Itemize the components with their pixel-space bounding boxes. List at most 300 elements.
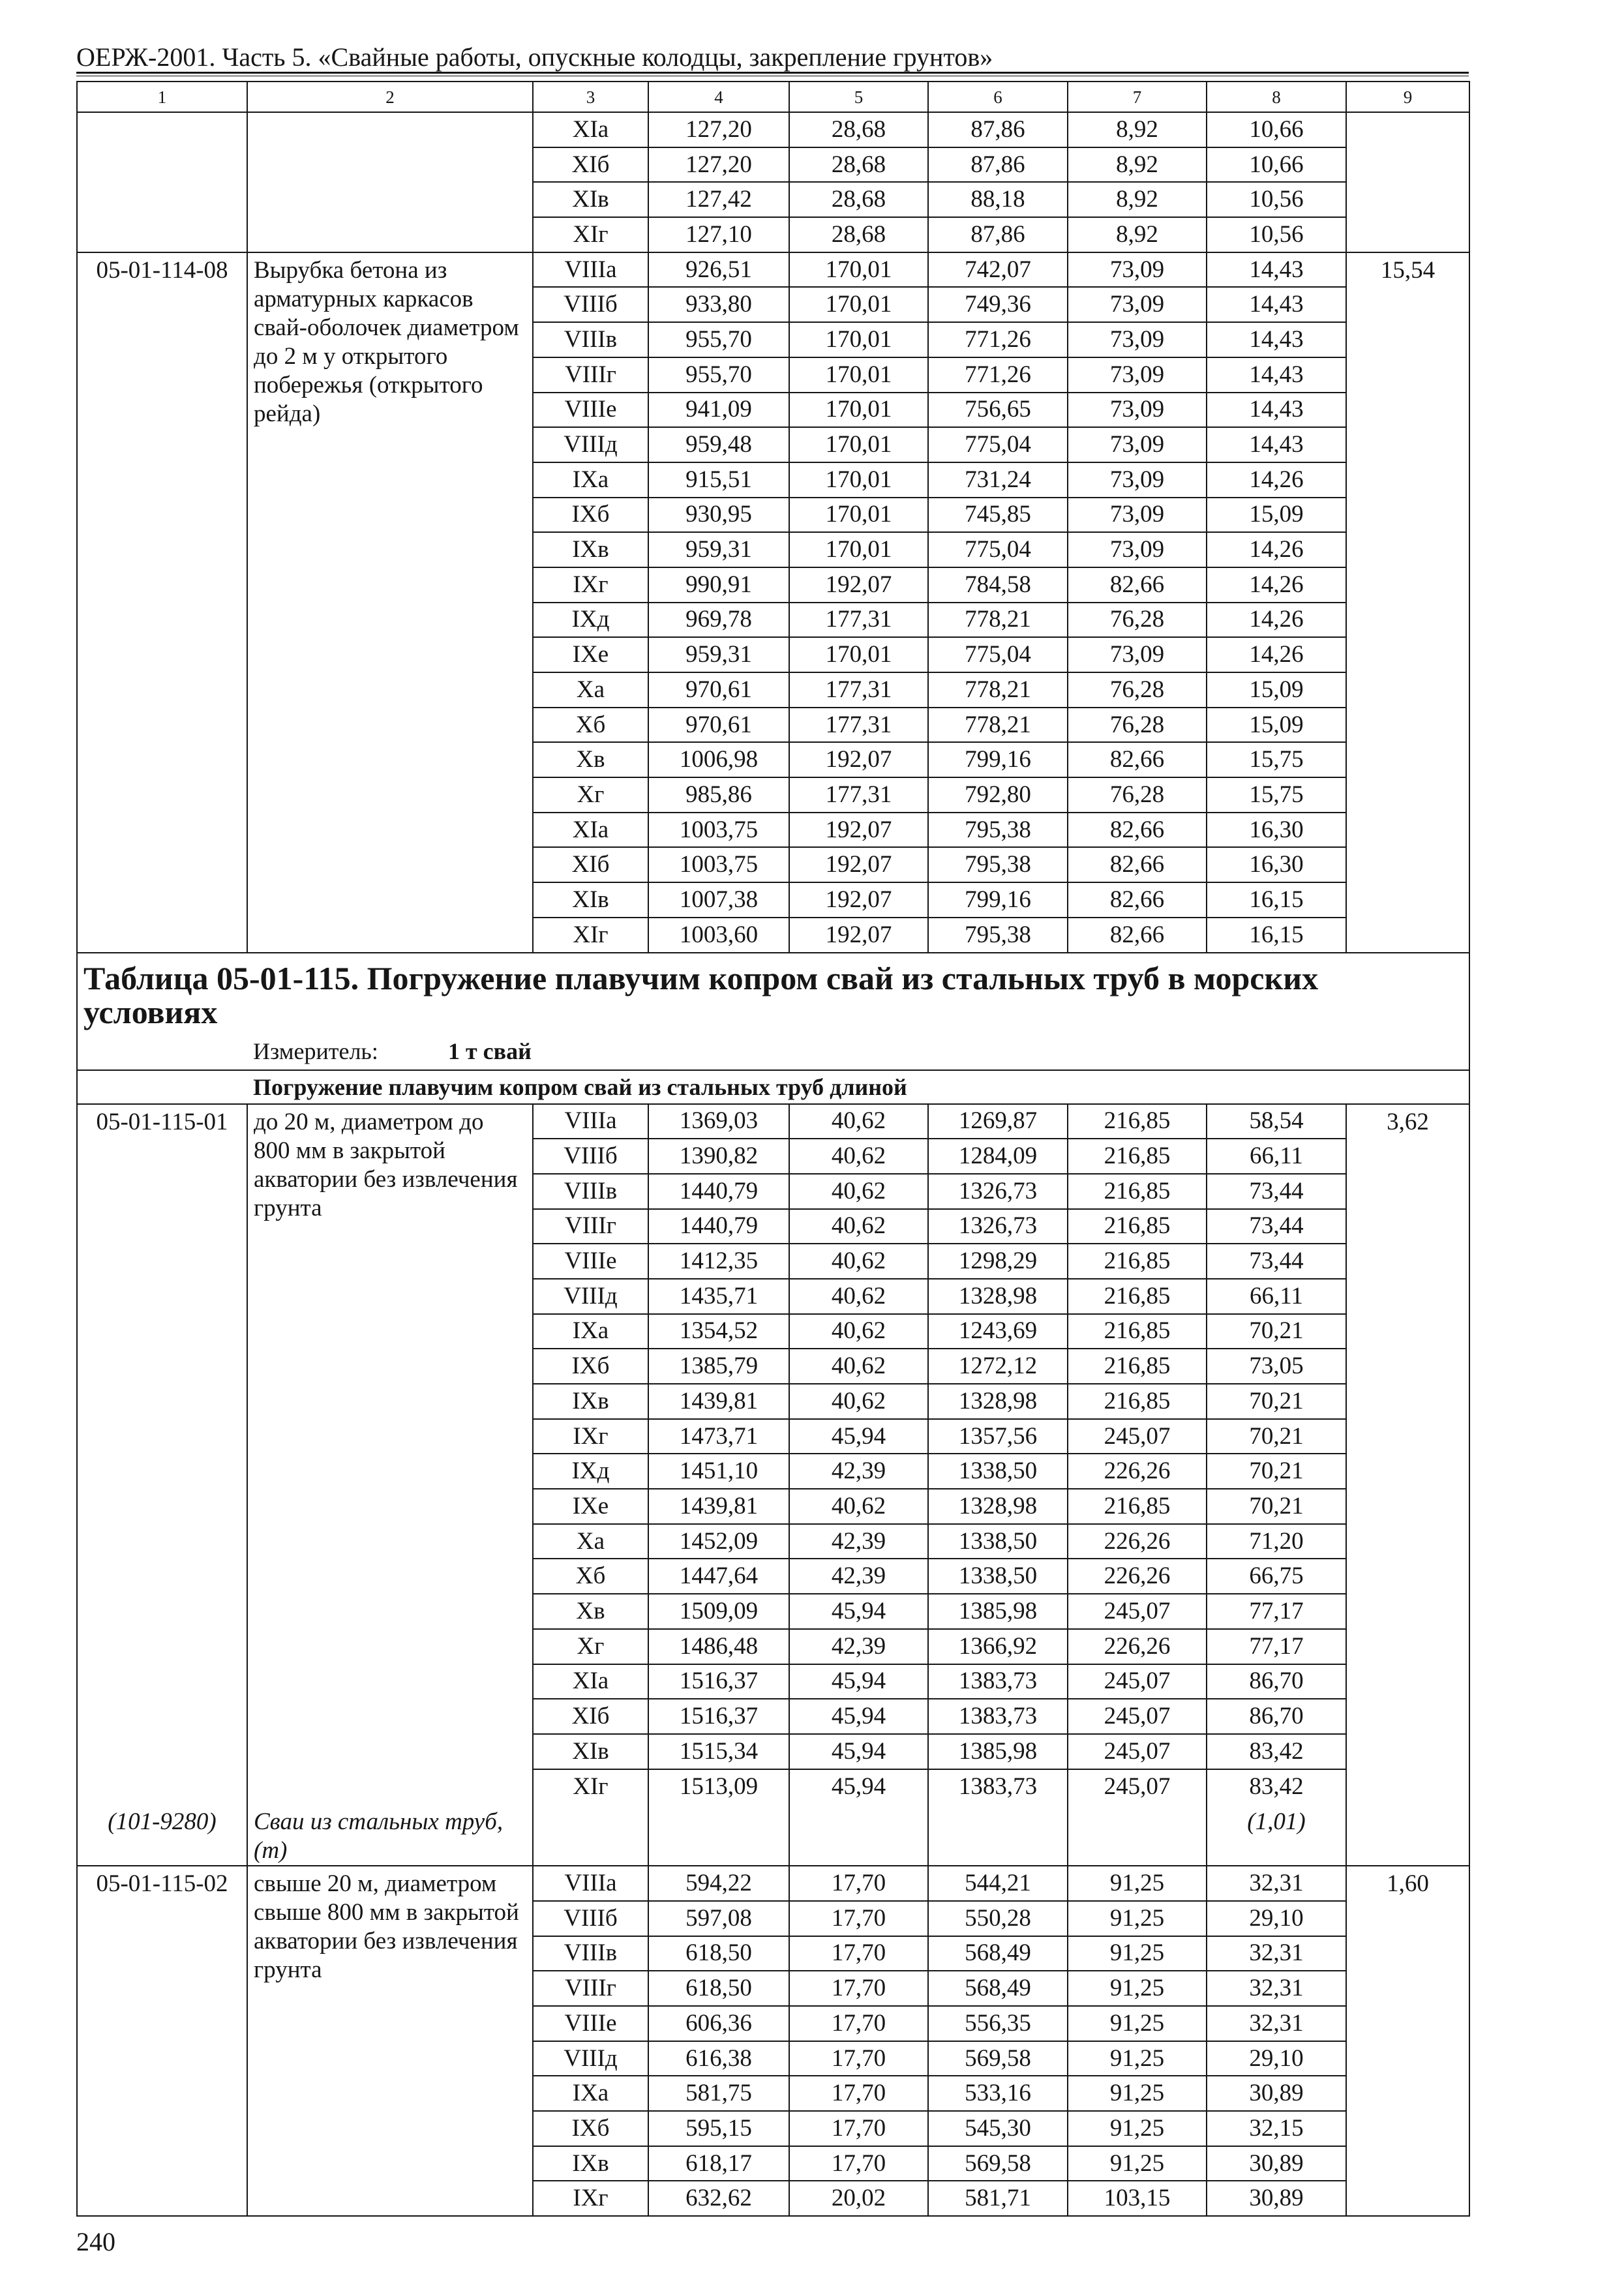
zone-cell: Xа [534, 673, 649, 708]
col4-value-cell: 1003,60 [649, 918, 790, 953]
zone-cell: Xг [534, 1630, 649, 1665]
item-code-cell [78, 1105, 248, 1805]
col6-value-cell: 775,04 [929, 428, 1068, 463]
col6-value-cell: 1243,69 [929, 1315, 1068, 1350]
col4-value-cell: 959,31 [649, 533, 790, 568]
col5-value-cell: 192,07 [790, 743, 929, 778]
col5-value-cell: 17,70 [790, 1866, 929, 1902]
item-description-line: свай-оболочек диаметром [254, 314, 519, 341]
col5-value-cell: 42,39 [790, 1630, 929, 1665]
col4-value-cell: 597,08 [649, 1902, 790, 1937]
col5-value-cell: 170,01 [790, 393, 929, 428]
col5-value-cell: 17,70 [790, 2042, 929, 2077]
zone-cell: VIIIв [534, 1174, 649, 1210]
col4-value-cell: 990,91 [649, 568, 790, 603]
col5-value-cell: 40,62 [790, 1105, 929, 1140]
col5-value-cell: 170,01 [790, 253, 929, 288]
empty-cell [1347, 1804, 1470, 1866]
table-row [78, 253, 1470, 288]
col4-value-cell: 1439,81 [649, 1384, 790, 1420]
col6-value-cell: 1284,09 [929, 1139, 1068, 1174]
item-code-cell [78, 1866, 248, 2217]
col5-value-cell: 170,01 [790, 533, 929, 568]
col4-value-cell: 581,75 [649, 2076, 790, 2112]
zone-cell: VIIIг [534, 1210, 649, 1245]
col6-value-cell: 1326,73 [929, 1174, 1068, 1210]
item-description-line: акватории без извлечения [254, 1165, 518, 1193]
col6-value-cell: 771,26 [929, 358, 1068, 393]
col4-value-cell: 1516,37 [649, 1699, 790, 1735]
col8-value-cell: 14,26 [1207, 533, 1347, 568]
col6-value-cell: 1272,12 [929, 1349, 1068, 1384]
col6-value-cell: 1357,56 [929, 1420, 1068, 1455]
resource-name-cell [248, 1804, 534, 1866]
unit-label: Измеритель: [253, 1038, 378, 1064]
col8-value-cell: 29,10 [1207, 2042, 1347, 2077]
col4-value-cell: 915,51 [649, 463, 790, 498]
item-description-line: свыше 20 м, диаметром [254, 1870, 497, 1898]
zone-cell: IXг [534, 1420, 649, 1455]
col8-value-cell: 14,43 [1207, 428, 1347, 463]
col8-value-cell: 14,26 [1207, 603, 1347, 638]
unit-of-measure [83, 1038, 1469, 1064]
col7-value-cell: 76,28 [1068, 603, 1207, 638]
col9-value-cell [1347, 1866, 1470, 2217]
item-description-line: до 2 м у открытого [254, 342, 448, 370]
col7-value-cell: 82,66 [1068, 883, 1207, 918]
col7-value-cell: 73,09 [1068, 638, 1207, 673]
col8-value-cell: 70,21 [1207, 1384, 1347, 1420]
col7-value-cell: 91,25 [1068, 1866, 1207, 1902]
col8-value-cell: 14,26 [1207, 568, 1347, 603]
col5-value-cell: 28,68 [790, 218, 929, 253]
col5-value-cell: 17,70 [790, 1971, 929, 2007]
item-description-cell [248, 113, 534, 253]
col7-value-cell: 245,07 [1068, 1699, 1207, 1735]
col4-value-cell: 594,22 [649, 1866, 790, 1902]
empty-cell [649, 1804, 790, 1866]
col4-value-cell: 970,61 [649, 708, 790, 743]
col6-value-cell: 1328,98 [929, 1489, 1068, 1525]
col4-value-cell: 1439,81 [649, 1489, 790, 1525]
col6-value-cell: 581,71 [929, 2181, 1068, 2217]
col6-value-cell: 799,16 [929, 743, 1068, 778]
col8-value-cell: 58,54 [1207, 1105, 1347, 1140]
zone-cell: VIIIа [534, 253, 649, 288]
col9-value: 15,54 [1380, 256, 1436, 284]
zone-cell: VIIIб [534, 1139, 649, 1174]
zone-cell: IXд [534, 1454, 649, 1489]
col8-value-cell: 29,10 [1207, 1902, 1347, 1937]
col7-value-cell: 216,85 [1068, 1174, 1207, 1210]
col9-value-cell [1347, 1105, 1470, 1805]
col8-value-cell: 14,26 [1207, 638, 1347, 673]
resource-quantity: (1,01) [1207, 1804, 1347, 1866]
rates-table [76, 81, 1470, 2217]
zone-cell: IXг [534, 568, 649, 603]
zone-cell: VIIIа [534, 1866, 649, 1902]
col6-value-cell: 1383,73 [929, 1699, 1068, 1735]
col6-value-cell: 568,49 [929, 1937, 1068, 1972]
col5-value-cell: 177,31 [790, 778, 929, 813]
col5-value-cell: 192,07 [790, 848, 929, 883]
col8-value-cell: 16,15 [1207, 883, 1347, 918]
zone-cell: XIа [534, 1665, 649, 1700]
col8-value-cell: 32,31 [1207, 1937, 1347, 1972]
col8-value-cell: 83,42 [1207, 1735, 1347, 1770]
col5-value-cell: 177,31 [790, 673, 929, 708]
col4-value-cell: 1385,79 [649, 1349, 790, 1384]
col6-value-cell: 88,18 [929, 183, 1068, 218]
item-description-line: побережья (открытого [254, 371, 483, 398]
column-number-cell: 8 [1207, 82, 1347, 113]
col6-value-cell: 1385,98 [929, 1594, 1068, 1630]
col7-value-cell: 76,28 [1068, 778, 1207, 813]
empty-cell [1068, 1804, 1207, 1866]
col7-value-cell: 82,66 [1068, 568, 1207, 603]
col6-value-cell: 745,85 [929, 498, 1068, 533]
col6-value-cell: 799,16 [929, 883, 1068, 918]
col4-value-cell: 1354,52 [649, 1315, 790, 1350]
col6-value-cell: 1383,73 [929, 1665, 1068, 1700]
col5-value-cell: 40,62 [790, 1244, 929, 1279]
col6-value-cell: 568,49 [929, 1971, 1068, 2007]
col7-value-cell: 73,09 [1068, 533, 1207, 568]
col4-value-cell: 1473,71 [649, 1420, 790, 1455]
col7-value-cell: 82,66 [1068, 848, 1207, 883]
zone-cell: IXа [534, 463, 649, 498]
col4-value-cell: 616,38 [649, 2042, 790, 2077]
col8-value-cell: 15,09 [1207, 498, 1347, 533]
col8-value-cell: 77,17 [1207, 1594, 1347, 1630]
col7-value-cell: 245,07 [1068, 1770, 1207, 1805]
zone-cell: IXе [534, 1489, 649, 1525]
col8-value-cell: 14,26 [1207, 463, 1347, 498]
zone-cell: Xб [534, 1559, 649, 1594]
col8-value-cell: 10,56 [1207, 183, 1347, 218]
col4-value-cell: 618,50 [649, 1937, 790, 1972]
col6-value-cell: 1338,50 [929, 1525, 1068, 1560]
col5-value-cell: 170,01 [790, 288, 929, 323]
col6-value-cell: 545,30 [929, 2112, 1068, 2147]
col6-value-cell: 771,26 [929, 323, 1068, 358]
col7-value-cell: 216,85 [1068, 1139, 1207, 1174]
item-description-line: свыше 800 мм в закрытой [254, 1899, 519, 1926]
zone-cell: VIIIб [534, 1902, 649, 1937]
zone-cell: IXа [534, 1315, 649, 1350]
col4-value-cell: 955,70 [649, 323, 790, 358]
col7-value-cell: 216,85 [1068, 1315, 1207, 1350]
col6-value-cell: 775,04 [929, 638, 1068, 673]
zone-cell: XIг [534, 1770, 649, 1805]
col6-value-cell: 795,38 [929, 848, 1068, 883]
col7-value-cell: 73,09 [1068, 498, 1207, 533]
zone-cell: VIIIе [534, 393, 649, 428]
table-title-cell [78, 953, 1470, 1071]
column-number-cell: 1 [78, 82, 248, 113]
col4-value-cell: 606,36 [649, 2007, 790, 2042]
empty-cell [790, 1804, 929, 1866]
col8-value-cell: 16,30 [1207, 848, 1347, 883]
col5-value-cell: 177,31 [790, 708, 929, 743]
table-title-line: Таблица 05-01-115. Погружение плавучим копром свай из стальных труб в морских [83, 959, 1319, 996]
column-number-cell: 4 [649, 82, 790, 113]
col7-value-cell: 82,66 [1068, 813, 1207, 848]
col4-value-cell: 1447,64 [649, 1559, 790, 1594]
col5-value-cell: 40,62 [790, 1139, 929, 1174]
col8-value-cell: 73,44 [1207, 1210, 1347, 1245]
item-description-line: грунта [254, 1194, 322, 1221]
col7-value-cell: 8,92 [1068, 218, 1207, 253]
subheading-row [78, 1071, 1470, 1105]
subheading: Погружение плавучим копром свай из стальных труб длиной [78, 1071, 1470, 1105]
col7-value-cell: 216,85 [1068, 1244, 1207, 1279]
col8-value-cell: 86,70 [1207, 1699, 1347, 1735]
zone-cell: IXа [534, 2076, 649, 2112]
zone-cell: Xв [534, 1594, 649, 1630]
col8-value-cell: 77,17 [1207, 1630, 1347, 1665]
table-title-row [78, 953, 1470, 1071]
col7-value-cell: 216,85 [1068, 1279, 1207, 1315]
col7-value-cell: 216,85 [1068, 1210, 1207, 1245]
zone-cell: VIIIг [534, 358, 649, 393]
col5-value-cell: 17,70 [790, 2147, 929, 2182]
item-description-line: 800 мм в закрытой [254, 1137, 445, 1164]
zone-cell: IXб [534, 1349, 649, 1384]
zone-cell: VIIIд [534, 1279, 649, 1315]
col6-value-cell: 778,21 [929, 603, 1068, 638]
item-code-cell [78, 253, 248, 953]
column-number-cell: 3 [534, 82, 649, 113]
col5-value-cell: 45,94 [790, 1770, 929, 1805]
zone-cell: IXв [534, 533, 649, 568]
zone-cell: XIа [534, 113, 649, 148]
item-description-line: Вырубка бетона из [254, 256, 447, 284]
item-description-line: акватории без извлечения [254, 1928, 518, 1955]
zone-cell: IXе [534, 638, 649, 673]
col8-value-cell: 32,31 [1207, 1971, 1347, 2007]
empty-cell [929, 1804, 1068, 1866]
col7-value-cell: 91,25 [1068, 2112, 1207, 2147]
zone-cell: VIIIе [534, 2007, 649, 2042]
col7-value-cell: 76,28 [1068, 673, 1207, 708]
col4-value-cell: 959,48 [649, 428, 790, 463]
col8-value-cell: 66,75 [1207, 1559, 1347, 1594]
col4-value-cell: 1516,37 [649, 1665, 790, 1700]
col8-value-cell: 10,56 [1207, 218, 1347, 253]
col8-value-cell: 15,09 [1207, 708, 1347, 743]
col5-value-cell: 40,62 [790, 1315, 929, 1350]
col6-value-cell: 795,38 [929, 918, 1068, 953]
col7-value-cell: 216,85 [1068, 1384, 1207, 1420]
col5-value-cell: 192,07 [790, 568, 929, 603]
zone-cell: VIIIа [534, 1105, 649, 1140]
col6-value-cell: 87,86 [929, 148, 1068, 183]
zone-cell: Xб [534, 708, 649, 743]
col5-value-cell: 42,39 [790, 1454, 929, 1489]
column-number-cell: 6 [929, 82, 1068, 113]
col5-value-cell: 45,94 [790, 1735, 929, 1770]
col7-value-cell: 226,26 [1068, 1525, 1207, 1560]
col5-value-cell: 17,70 [790, 1937, 929, 1972]
col6-value-cell: 569,58 [929, 2147, 1068, 2182]
col7-value-cell: 82,66 [1068, 743, 1207, 778]
col5-value-cell: 192,07 [790, 918, 929, 953]
col7-value-cell: 91,25 [1068, 2147, 1207, 2182]
col5-value-cell: 45,94 [790, 1699, 929, 1735]
resource-code: (101-9280) [78, 1804, 248, 1866]
col8-value-cell: 16,15 [1207, 918, 1347, 953]
col7-value-cell: 76,28 [1068, 708, 1207, 743]
col6-value-cell: 87,86 [929, 113, 1068, 148]
zone-cell: VIIIд [534, 428, 649, 463]
column-number-cell: 2 [248, 82, 534, 113]
col5-value-cell: 177,31 [790, 603, 929, 638]
col6-value-cell: 749,36 [929, 288, 1068, 323]
col5-value-cell: 192,07 [790, 883, 929, 918]
col7-value-cell: 8,92 [1068, 183, 1207, 218]
col4-value-cell: 1509,09 [649, 1594, 790, 1630]
col7-value-cell: 226,26 [1068, 1630, 1207, 1665]
col8-value-cell: 10,66 [1207, 148, 1347, 183]
col7-value-cell: 73,09 [1068, 463, 1207, 498]
col8-value-cell: 32,31 [1207, 1866, 1347, 1902]
col4-value-cell: 1007,38 [649, 883, 790, 918]
col8-value-cell: 15,09 [1207, 673, 1347, 708]
col4-value-cell: 970,61 [649, 673, 790, 708]
zone-cell: VIIIг [534, 1971, 649, 2007]
col4-value-cell: 1515,34 [649, 1735, 790, 1770]
table-body [78, 82, 1470, 2217]
col6-value-cell: 550,28 [929, 1902, 1068, 1937]
zone-cell: VIIIв [534, 1937, 649, 1972]
col7-value-cell: 73,09 [1068, 323, 1207, 358]
col8-value-cell: 14,43 [1207, 288, 1347, 323]
item-code: 05-01-115-02 [96, 1870, 228, 1898]
item-description-cell [248, 1105, 534, 1805]
col5-value-cell: 170,01 [790, 428, 929, 463]
col7-value-cell: 245,07 [1068, 1665, 1207, 1700]
zone-cell: XIб [534, 848, 649, 883]
col6-value-cell: 775,04 [929, 533, 1068, 568]
zone-cell: VIIIд [534, 2042, 649, 2077]
col7-value-cell: 73,09 [1068, 428, 1207, 463]
header-rule [76, 72, 1469, 74]
col5-value-cell: 40,62 [790, 1174, 929, 1210]
col4-value-cell: 1006,98 [649, 743, 790, 778]
zone-cell: VIIIв [534, 323, 649, 358]
col6-value-cell: 784,58 [929, 568, 1068, 603]
col4-value-cell: 618,50 [649, 1971, 790, 2007]
table-row [78, 1866, 1470, 1902]
zone-cell: XIб [534, 148, 649, 183]
col4-value-cell: 1390,82 [649, 1139, 790, 1174]
running-header: ОЕРЖ-2001. Часть 5. «Свайные работы, опускные колодцы, закрепление грунтов» [76, 42, 993, 72]
col7-value-cell: 91,25 [1068, 1937, 1207, 1972]
col5-value-cell: 17,70 [790, 2076, 929, 2112]
page-number: 240 [76, 2227, 115, 2256]
col6-value-cell: 1338,50 [929, 1559, 1068, 1594]
zone-cell: IXб [534, 2112, 649, 2147]
col4-value-cell: 1440,79 [649, 1174, 790, 1210]
col8-value-cell: 70,21 [1207, 1454, 1347, 1489]
col7-value-cell: 73,09 [1068, 253, 1207, 288]
col7-value-cell: 73,09 [1068, 288, 1207, 323]
col7-value-cell: 91,25 [1068, 1902, 1207, 1937]
col4-value-cell: 1003,75 [649, 813, 790, 848]
col7-value-cell: 226,26 [1068, 1454, 1207, 1489]
zone-cell: XIв [534, 883, 649, 918]
col4-value-cell: 127,20 [649, 148, 790, 183]
col7-value-cell: 91,25 [1068, 2076, 1207, 2112]
col6-value-cell: 569,58 [929, 2042, 1068, 2077]
col5-value-cell: 42,39 [790, 1525, 929, 1560]
col8-value-cell: 10,66 [1207, 113, 1347, 148]
col4-value-cell: 1486,48 [649, 1630, 790, 1665]
col8-value-cell: 15,75 [1207, 778, 1347, 813]
col8-value-cell: 30,89 [1207, 2181, 1347, 2217]
col9-value: 3,62 [1387, 1108, 1429, 1135]
col4-value-cell: 618,17 [649, 2147, 790, 2182]
col8-value-cell: 14,43 [1207, 323, 1347, 358]
col6-value-cell: 1298,29 [929, 1244, 1068, 1279]
col6-value-cell: 87,86 [929, 218, 1068, 253]
col8-value-cell: 83,42 [1207, 1770, 1347, 1805]
zone-cell: XIб [534, 1699, 649, 1735]
col5-value-cell: 170,01 [790, 463, 929, 498]
col6-value-cell: 742,07 [929, 253, 1068, 288]
col7-value-cell: 245,07 [1068, 1420, 1207, 1455]
col7-value-cell: 103,15 [1068, 2181, 1207, 2217]
col5-value-cell: 45,94 [790, 1594, 929, 1630]
col8-value-cell: 16,30 [1207, 813, 1347, 848]
item-description-line: грунта [254, 1956, 322, 1984]
item-description-cell [248, 1866, 534, 2217]
col5-value-cell: 170,01 [790, 358, 929, 393]
col4-value-cell: 1452,09 [649, 1525, 790, 1560]
col6-value-cell: 1366,92 [929, 1630, 1068, 1665]
col4-value-cell: 127,20 [649, 113, 790, 148]
zone-cell: Xг [534, 778, 649, 813]
col8-value-cell: 70,21 [1207, 1315, 1347, 1350]
item-code-cell [78, 113, 248, 253]
zone-cell: VIIIе [534, 1244, 649, 1279]
col5-value-cell: 17,70 [790, 1902, 929, 1937]
zone-cell: XIв [534, 1735, 649, 1770]
col6-value-cell: 1328,98 [929, 1384, 1068, 1420]
col8-value-cell: 14,43 [1207, 358, 1347, 393]
col8-value-cell: 30,89 [1207, 2147, 1347, 2182]
col6-value-cell: 778,21 [929, 708, 1068, 743]
zone-cell: IXб [534, 498, 649, 533]
col5-value-cell: 40,62 [790, 1489, 929, 1525]
col7-value-cell: 245,07 [1068, 1594, 1207, 1630]
item-description-cell [248, 253, 534, 953]
col4-value-cell: 930,95 [649, 498, 790, 533]
col7-value-cell: 82,66 [1068, 918, 1207, 953]
resource-row [78, 1804, 1470, 1866]
col5-value-cell: 17,70 [790, 2007, 929, 2042]
col6-value-cell: 792,80 [929, 778, 1068, 813]
column-number-cell: 9 [1347, 82, 1470, 113]
col5-value-cell: 170,01 [790, 638, 929, 673]
col8-value-cell: 73,44 [1207, 1174, 1347, 1210]
col5-value-cell: 40,62 [790, 1384, 929, 1420]
col5-value-cell: 28,68 [790, 148, 929, 183]
unit-value: 1 т свай [448, 1038, 532, 1064]
col5-value-cell: 40,62 [790, 1210, 929, 1245]
col5-value-cell: 40,62 [790, 1349, 929, 1384]
